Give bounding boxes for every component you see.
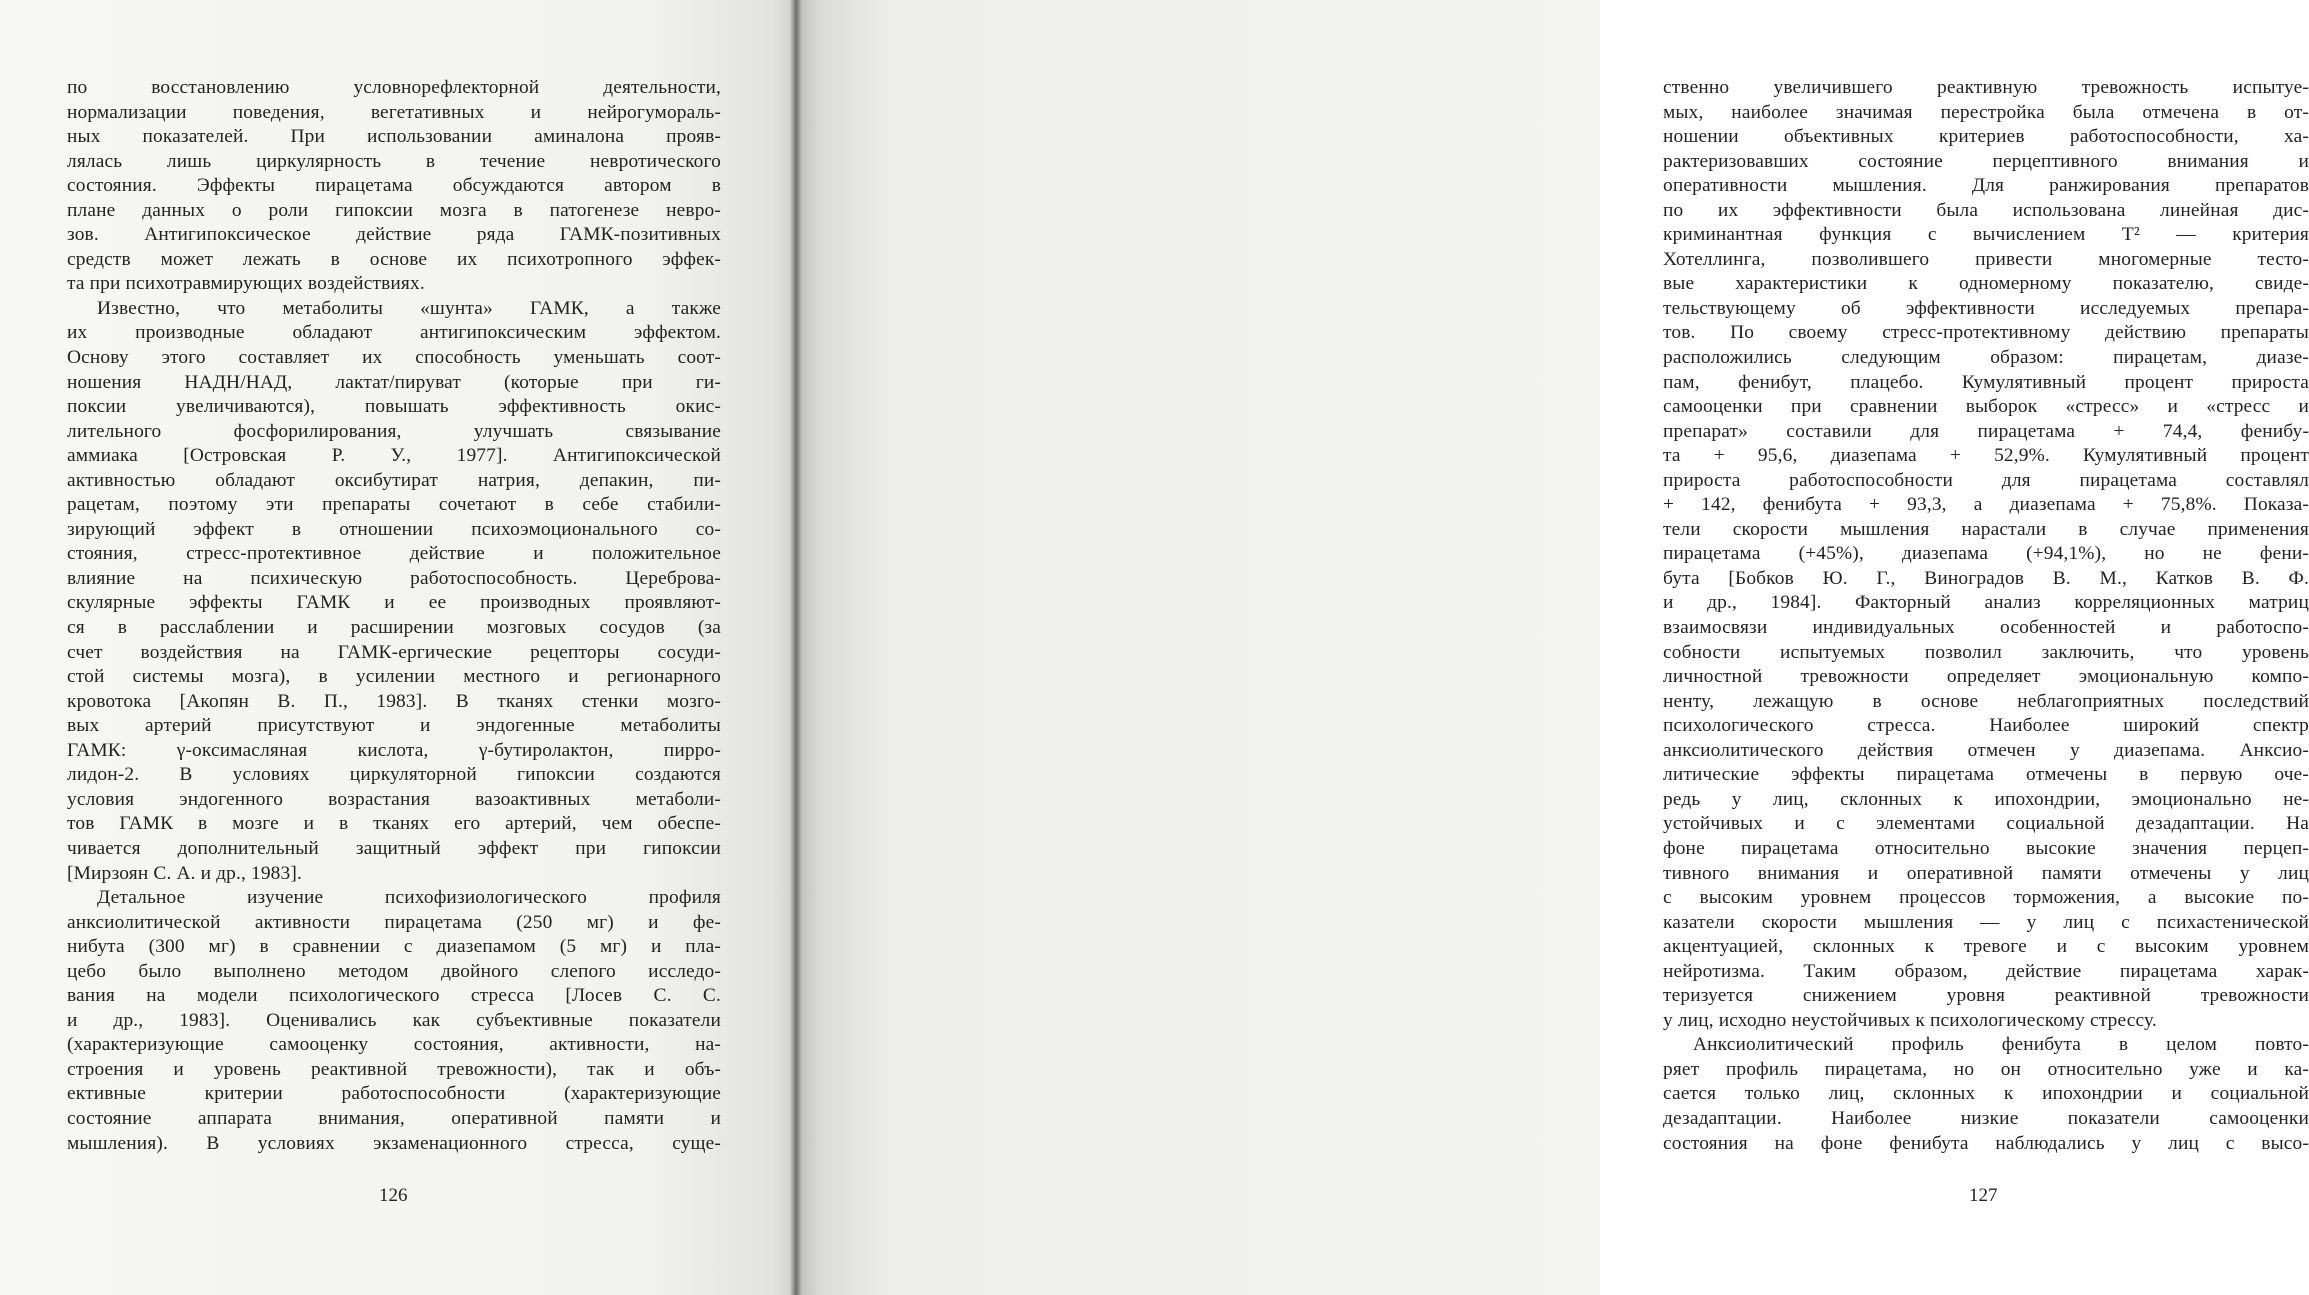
text-line: и др., 1984]. Факторный анализ корреляционных матриц	[1663, 592, 2309, 614]
text-line: строения и уровень реактивной тревожности), так и объ-	[67, 1058, 721, 1080]
text-line: сается только лиц, склонных к ипохондрии и социальной	[1663, 1083, 2309, 1105]
text-line: зов. Антигипоксическое действие ряда ГАМК-позитивных	[67, 224, 721, 246]
text-line: по восстановлению условнорефлекторной деятельности,	[67, 77, 721, 98]
text-line: тов. По своему стресс-протективному действию препараты	[1663, 322, 2309, 344]
text-line: с высоким уровнем процессов торможения, а высокие по-	[1663, 887, 2309, 909]
text-line: (характеризующие самооценку состояния, активности, на-	[67, 1034, 721, 1056]
text-line: анксиолитической активности пирацетама (250 мг) и фе-	[67, 911, 721, 933]
text-line: вания на модели психологического стресса [Лосев С. С.	[67, 985, 721, 1007]
text-line: пирацетама (+45%), диазепама (+94,1%), но не фени-	[1663, 543, 2309, 565]
text-line: поксии увеличиваются), повышать эффективность окис-	[67, 396, 721, 418]
text-line: тельствующему об эффективности исследуемых препара-	[1663, 297, 2309, 319]
text-line: рактеризовавших состояние перцептивного внимания и	[1663, 150, 2309, 172]
text-line: та + 95,6, диазепама + 52,9%. Кумулятивный процент	[1663, 445, 2309, 467]
left-page-number: 126	[379, 1185, 408, 1206]
text-line: дезадаптации. Наиболее низкие показатели самооценки	[1663, 1107, 2309, 1129]
text-line: прироста работоспособности для пирацетама составлял	[1663, 469, 2309, 491]
text-line: влияние на психическую работоспособность. Цереброва-	[67, 567, 721, 589]
text-line: + 142, фенибута + 93,3, а диазепама + 75,8%. Показа-	[1663, 494, 2309, 516]
text-line: пам, фенибут, плацебо. Кумулятивный процент прироста	[1663, 371, 2309, 393]
text-line: их производные обладают антигипоксическим эффектом.	[67, 322, 721, 344]
text-line: акцентуацией, склонных к тревоге и с высоким уровнем	[1663, 936, 2309, 958]
text-line: та при психотравмирующих воздействиях.	[67, 273, 425, 295]
text-line: вых артерий присутствуют и эндогенные метаболиты	[67, 715, 721, 737]
text-line: ряет профиль пирацетама, но он относительно уже и ка-	[1663, 1058, 2309, 1080]
text-line: цебо было выполнено методом двойного слепого исследо-	[67, 960, 721, 982]
text-line: нибута (300 мг) в сравнении с диазепамом (5 мг) и пла-	[67, 936, 721, 958]
text-line: анксиолитического действия отмечен у диазепама. Анксио-	[1663, 739, 2309, 761]
text-line: состояния на фоне фенибута наблюдались у лиц с высо-	[1663, 1132, 2309, 1154]
text-line: расположились следующим образом: пирацетам, диазе-	[1663, 347, 2309, 369]
text-line: бута [Бобков Ю. Г., Виноградов В. М., Катков В. Ф.	[1663, 567, 2309, 589]
text-line: Детальное изучение психофизиологического профиля	[97, 887, 721, 909]
right-page-text	[1663, 76, 2309, 1156]
text-line: тивного внимания и оперативной памяти отмечены у лиц	[1663, 862, 2309, 884]
text-line: Известно, что метаболиты «шунта» ГАМК, а также	[97, 297, 721, 319]
text-line: средств может лежать в основе их психотропного эффек-	[67, 248, 721, 270]
text-line: психологического стресса. Наиболее широкий спектр	[1663, 715, 2309, 737]
text-line: стой системы мозга), в усилении местного и регионарного	[67, 666, 721, 688]
text-line: фоне пирацетама относительно высокие значения перцеп-	[1663, 837, 2309, 859]
left-page	[0, 0, 797, 1295]
text-line: личностной тревожности определяет эмоциональную компо-	[1663, 666, 2309, 688]
left-page-text	[67, 76, 721, 1156]
text-line: ненту, лежащую в основе неблагоприятных последствий	[1663, 690, 2309, 712]
text-line: кровотока [Акопян В. П., 1983]. В тканях стенки мозго-	[67, 690, 721, 712]
text-line: стояния, стресс-протективное действие и положительное	[67, 543, 721, 565]
text-line: нормализации поведения, вегетативных и нейрогумораль-	[67, 101, 721, 123]
text-line: ся в расслаблении и расширении мозговых сосудов (за	[67, 617, 721, 639]
text-line: лялась лишь циркулярность в течение невротического	[67, 150, 721, 172]
text-line: собности испытуемых позволил заключить, что уровень	[1663, 641, 2309, 663]
text-line: зирующий эффект в отношении психоэмоционального со-	[67, 518, 721, 540]
text-line: [Мирзоян С. А. и др., 1983].	[67, 862, 302, 884]
text-line: у лиц, исходно неустойчивых к психологическому стрессу.	[1663, 1009, 2157, 1031]
text-line: Анксиолитический профиль фенибута в целом повто-	[1693, 1034, 2309, 1056]
text-line: Основу этого составляет их способность уменьшать соот-	[67, 347, 721, 369]
text-line: нейротизма. Таким образом, действие пирацетама харак-	[1663, 960, 2309, 982]
text-line: ективные критерии работоспособности (характеризующие	[67, 1083, 721, 1105]
text-line: тели скорости мышления нарастали в случае применения	[1663, 518, 2309, 540]
text-line: ных показателей. При использовании аминалона прояв-	[67, 126, 721, 148]
text-line: лительного фосфорилирования, улучшать связывание	[67, 420, 721, 442]
text-line: редь у лиц, склонных к ипохондрии, эмоционально не-	[1663, 788, 2309, 810]
text-line: скулярные эффекты ГАМК и ее производных проявляют-	[67, 592, 721, 614]
text-line: активностью обладают оксибутират натрия, депакин, пи-	[67, 469, 721, 491]
text-line: взаимосвязи индивидуальных особенностей и работоспо-	[1663, 617, 2309, 639]
text-line: препарат» составили для пирацетама + 74,4, фенибу-	[1663, 420, 2309, 442]
text-line: чивается дополнительный защитный эффект при гипоксии	[67, 837, 721, 859]
text-line: ношения НАДН/НАД, лактат/пируват (которые при ги-	[67, 371, 721, 393]
text-line: оперативности мышления. Для ранжирования препаратов	[1663, 175, 2309, 197]
text-line: плане данных о роли гипоксии мозга в патогенезе невро-	[67, 199, 721, 221]
text-line: счет воздействия на ГАМК-ергические рецепторы сосуди-	[67, 641, 721, 663]
text-line: криминантная функция с вычислением T² — критерия	[1663, 224, 2309, 246]
text-line: и др., 1983]. Оценивались как субъективные показатели	[67, 1009, 721, 1031]
right-page-number: 127	[1969, 1185, 1998, 1206]
text-line: лидон-2. В условиях циркуляторной гипоксии создаются	[67, 764, 721, 786]
text-line: литические эффекты пирацетама отмечены в первую оче-	[1663, 764, 2309, 786]
text-line: мых, наиболее значимая перестройка была отмечена в от-	[1663, 101, 2309, 123]
text-line: самооценки при сравнении выборок «стресс» и «стресс и	[1663, 396, 2309, 418]
text-line: ГАМК: γ-оксимасляная кислота, γ-бутиролактон, пирро-	[67, 739, 721, 761]
text-line: состояния. Эффекты пирацетама обсуждаются автором в	[67, 175, 721, 197]
book-gutter	[790, 0, 802, 1295]
text-line: рацетам, поэтому эти препараты сочетают в себе стабили-	[67, 494, 721, 516]
text-line: по их эффективности была использована линейная дис-	[1663, 199, 2309, 221]
text-line: мышления). В условиях экзаменационного стресса, суще-	[67, 1132, 721, 1154]
text-line: состояние аппарата внимания, оперативной памяти и	[67, 1107, 721, 1129]
text-line: ственно увеличившего реактивную тревожность испытуе-	[1663, 77, 2309, 98]
right-page	[797, 0, 2309, 1295]
text-line: казатели скорости мышления — у лиц с психастенической	[1663, 911, 2309, 933]
text-line: устойчивых и с элементами социальной дезадаптации. На	[1663, 813, 2309, 835]
text-line: вые характеристики к одномерному показателю, свиде-	[1663, 273, 2309, 295]
text-line: аммиака [Островская Р. У., 1977]. Антигипоксической	[67, 445, 721, 467]
text-line: тов ГАМК в мозге и в тканях его артерий, чем обеспе-	[67, 813, 721, 835]
text-line: ношении объективных критериев работоспособности, ха-	[1663, 126, 2309, 148]
text-line: теризуется снижением уровня реактивной тревожности	[1663, 985, 2309, 1007]
text-line: условия эндогенного возрастания вазоактивных метаболи-	[67, 788, 721, 810]
text-line: Хотеллинга, позволившего привести многомерные тесто-	[1663, 248, 2309, 270]
